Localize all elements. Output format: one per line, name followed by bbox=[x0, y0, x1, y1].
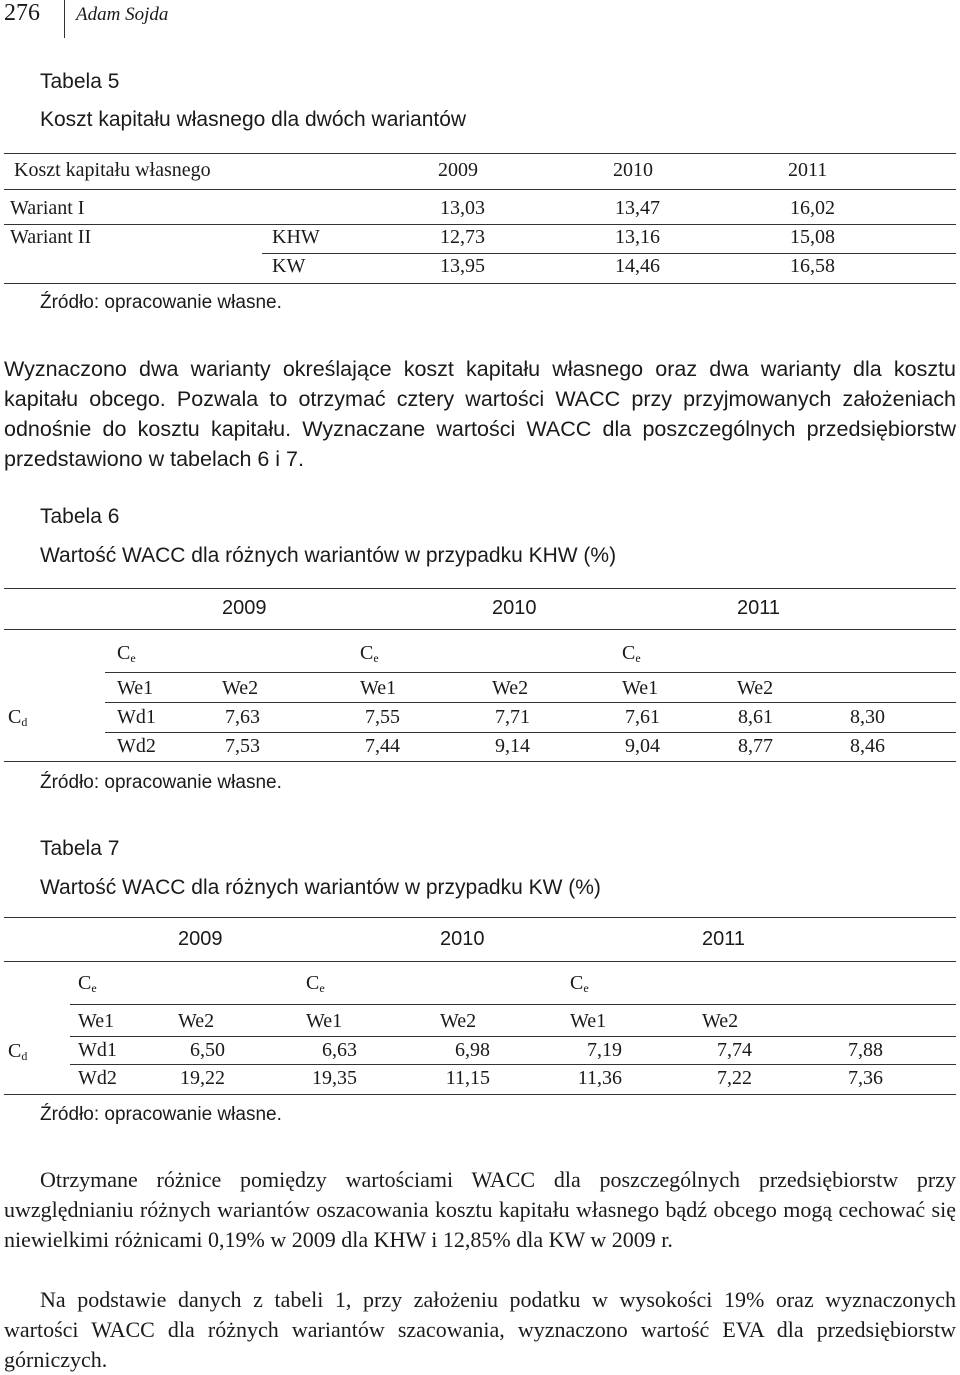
table5-label: Tabela 5 bbox=[40, 70, 120, 93]
table5-cell: 14,46 bbox=[615, 255, 660, 277]
paragraph-1: Wyznaczono dwa warianty określające koszt kapitału własnego oraz dwa warianty dla kosztu kapitału obcego. Pozwala to otrzymać cztery wartości WACC przy przyjmowanych założeniach odnośnie do kosztu kapitału. Wyznaczane wartości WACC dla poszczególnych przedsiębiorstw przedstawiono w tabelach 6 i 7. bbox=[4, 357, 956, 471]
table6-source: Źródło: opracowanie własne. bbox=[40, 772, 282, 793]
table6-we: We2 bbox=[492, 677, 529, 699]
table5-row-sublabel: KW bbox=[272, 255, 306, 277]
table6-cell: 9,14 bbox=[495, 735, 530, 757]
table6-year: 2009 bbox=[222, 597, 267, 619]
table6-we: We1 bbox=[360, 677, 397, 699]
table5-cell: 16,02 bbox=[790, 197, 835, 219]
table5-bottom-rule bbox=[4, 283, 956, 284]
table6-cell: 8,46 bbox=[850, 735, 885, 757]
table5-head-rule bbox=[4, 189, 956, 190]
table7-top-rule bbox=[4, 917, 956, 918]
table6-cell: 7,55 bbox=[365, 706, 400, 728]
table6-cell: 8,61 bbox=[738, 706, 773, 728]
table5-row-sublabel: KHW bbox=[272, 226, 320, 248]
table5-head-2011: 2011 bbox=[788, 159, 828, 181]
table5-top-rule bbox=[4, 153, 956, 154]
table7-year-rule bbox=[4, 961, 956, 962]
table7-year: 2011 bbox=[702, 928, 746, 950]
table7-cell: 19,22 bbox=[180, 1067, 225, 1089]
table6-we: We1 bbox=[622, 677, 659, 699]
table7-source: Źródło: opracowanie własne. bbox=[40, 1104, 282, 1125]
table6-top-rule bbox=[4, 588, 956, 589]
table7-cell: 7,74 bbox=[717, 1039, 752, 1061]
table7-row-rule bbox=[70, 1064, 956, 1065]
table6-label: Tabela 6 bbox=[40, 505, 120, 528]
page-number: 276 bbox=[4, 0, 40, 26]
running-author: Adam Sojda bbox=[76, 4, 169, 25]
table5-cell: 13,16 bbox=[615, 226, 660, 248]
table7-title: Wartość WACC dla różnych wariantów w przypadku KW (%) bbox=[40, 876, 601, 899]
table7-ce: $C_e$ bbox=[78, 972, 97, 995]
table7-cell: 6,98 bbox=[455, 1039, 490, 1061]
paragraph-3: Na podstawie danych z tabeli 1, przy założeniu podatku w wysokości 19% oraz wyznaczonych wartości WACC dla różnych wariantów szacowania, wyznaczono wartość EVA dla przedsiębiorstw górniczych. bbox=[4, 1287, 956, 1372]
table6-bottom-rule bbox=[4, 761, 956, 762]
table5-source: Źródło: opracowanie własne. bbox=[40, 292, 282, 313]
table7-we: We1 bbox=[78, 1010, 115, 1032]
paragraph-2: Otrzymane różnice pomiędzy wartościami WACC dla poszczególnych przedsiębiorstw przy uwzględnianiu różnych wariantów oszacowania kosztu kapitału własnego bądź obcego mogą cechować się niewielkimi różnicami 0,19% w 2009 dla KHW i 12,85% dla KW w 2009 r. bbox=[4, 1167, 956, 1252]
table6-cell: 7,44 bbox=[365, 735, 400, 757]
table7-cd: $C_d$ bbox=[8, 1040, 28, 1063]
table7-ce: $C_e$ bbox=[306, 972, 325, 995]
table5-cell: 13,47 bbox=[615, 197, 660, 219]
table7-ce-rule bbox=[70, 1004, 956, 1005]
table5-head-2010: 2010 bbox=[613, 159, 653, 181]
table7-cell: 7,36 bbox=[848, 1067, 883, 1089]
table7-row-label: Wd2 bbox=[78, 1067, 117, 1089]
table6-we-rule bbox=[105, 702, 956, 703]
table7-cell: 6,50 bbox=[190, 1039, 225, 1061]
table6-row-rule bbox=[105, 732, 956, 733]
table7-cell: 7,22 bbox=[717, 1067, 752, 1089]
table7-bottom-rule bbox=[4, 1094, 956, 1095]
table6-cell: 8,30 bbox=[850, 706, 885, 728]
table7-cell: 7,88 bbox=[848, 1039, 883, 1061]
table7-ce: $C_e$ bbox=[570, 972, 589, 995]
table5-row-rule bbox=[4, 224, 956, 225]
table7-we: We1 bbox=[306, 1010, 343, 1032]
table7-we-rule bbox=[70, 1036, 956, 1037]
table7-label: Tabela 7 bbox=[40, 837, 120, 860]
table5-inner-rule bbox=[262, 253, 956, 254]
table7-we: We2 bbox=[440, 1010, 477, 1032]
table6-we: We2 bbox=[222, 677, 259, 699]
table6-ce: $C_e$ bbox=[117, 642, 136, 665]
table6-ce-rule bbox=[105, 672, 956, 673]
table6-ce: $C_e$ bbox=[360, 642, 379, 665]
table6-we: We1 bbox=[117, 677, 154, 699]
table7-we: We2 bbox=[178, 1010, 215, 1032]
header-divider bbox=[64, 0, 65, 38]
table6-cell: 8,77 bbox=[738, 735, 773, 757]
table6-cd: $C_d$ bbox=[8, 706, 28, 729]
table7-row-label: Wd1 bbox=[78, 1039, 117, 1061]
table7-cell: 6,63 bbox=[322, 1039, 357, 1061]
table5-title: Koszt kapitału własnego dla dwóch wariantów bbox=[40, 108, 467, 131]
table5-cell: 13,03 bbox=[440, 197, 485, 219]
table7-cell: 11,15 bbox=[445, 1067, 490, 1089]
table7-cell: 7,19 bbox=[587, 1039, 622, 1061]
table5-cell: 15,08 bbox=[790, 226, 835, 248]
table5-row-label: Wariant II bbox=[10, 226, 92, 248]
table6-year-rule bbox=[4, 629, 956, 630]
table7-cell: 19,35 bbox=[312, 1067, 357, 1089]
table6-title: Wartość WACC dla różnych wariantów w przypadku KHW (%) bbox=[40, 544, 617, 567]
table6-cell: 7,61 bbox=[625, 706, 660, 728]
table6-row-label: Wd2 bbox=[117, 735, 156, 757]
table6-we: We2 bbox=[737, 677, 774, 699]
table5-head-2009: 2009 bbox=[438, 159, 478, 181]
table7-year: 2009 bbox=[178, 928, 223, 950]
table7-year: 2010 bbox=[440, 928, 485, 950]
table7-we: We1 bbox=[570, 1010, 607, 1032]
table5-cell: 12,73 bbox=[440, 226, 485, 248]
table6-ce: $C_e$ bbox=[622, 642, 641, 665]
table6-cell: 9,04 bbox=[625, 735, 660, 757]
table6-cell: 7,53 bbox=[225, 735, 260, 757]
table6-cell: 7,71 bbox=[495, 706, 530, 728]
table6-row-label: Wd1 bbox=[117, 706, 156, 728]
table5-cell: 16,58 bbox=[790, 255, 835, 277]
table6-year: 2011 bbox=[737, 597, 781, 619]
table5-cell: 13,95 bbox=[440, 255, 485, 277]
table6-year: 2010 bbox=[492, 597, 537, 619]
table6-cell: 7,63 bbox=[225, 706, 260, 728]
table7-cell: 11,36 bbox=[577, 1067, 622, 1089]
table5-row-label: Wariant I bbox=[10, 197, 85, 219]
table7-we: We2 bbox=[702, 1010, 739, 1032]
table5-head-label: Koszt kapitału własnego bbox=[14, 159, 211, 181]
